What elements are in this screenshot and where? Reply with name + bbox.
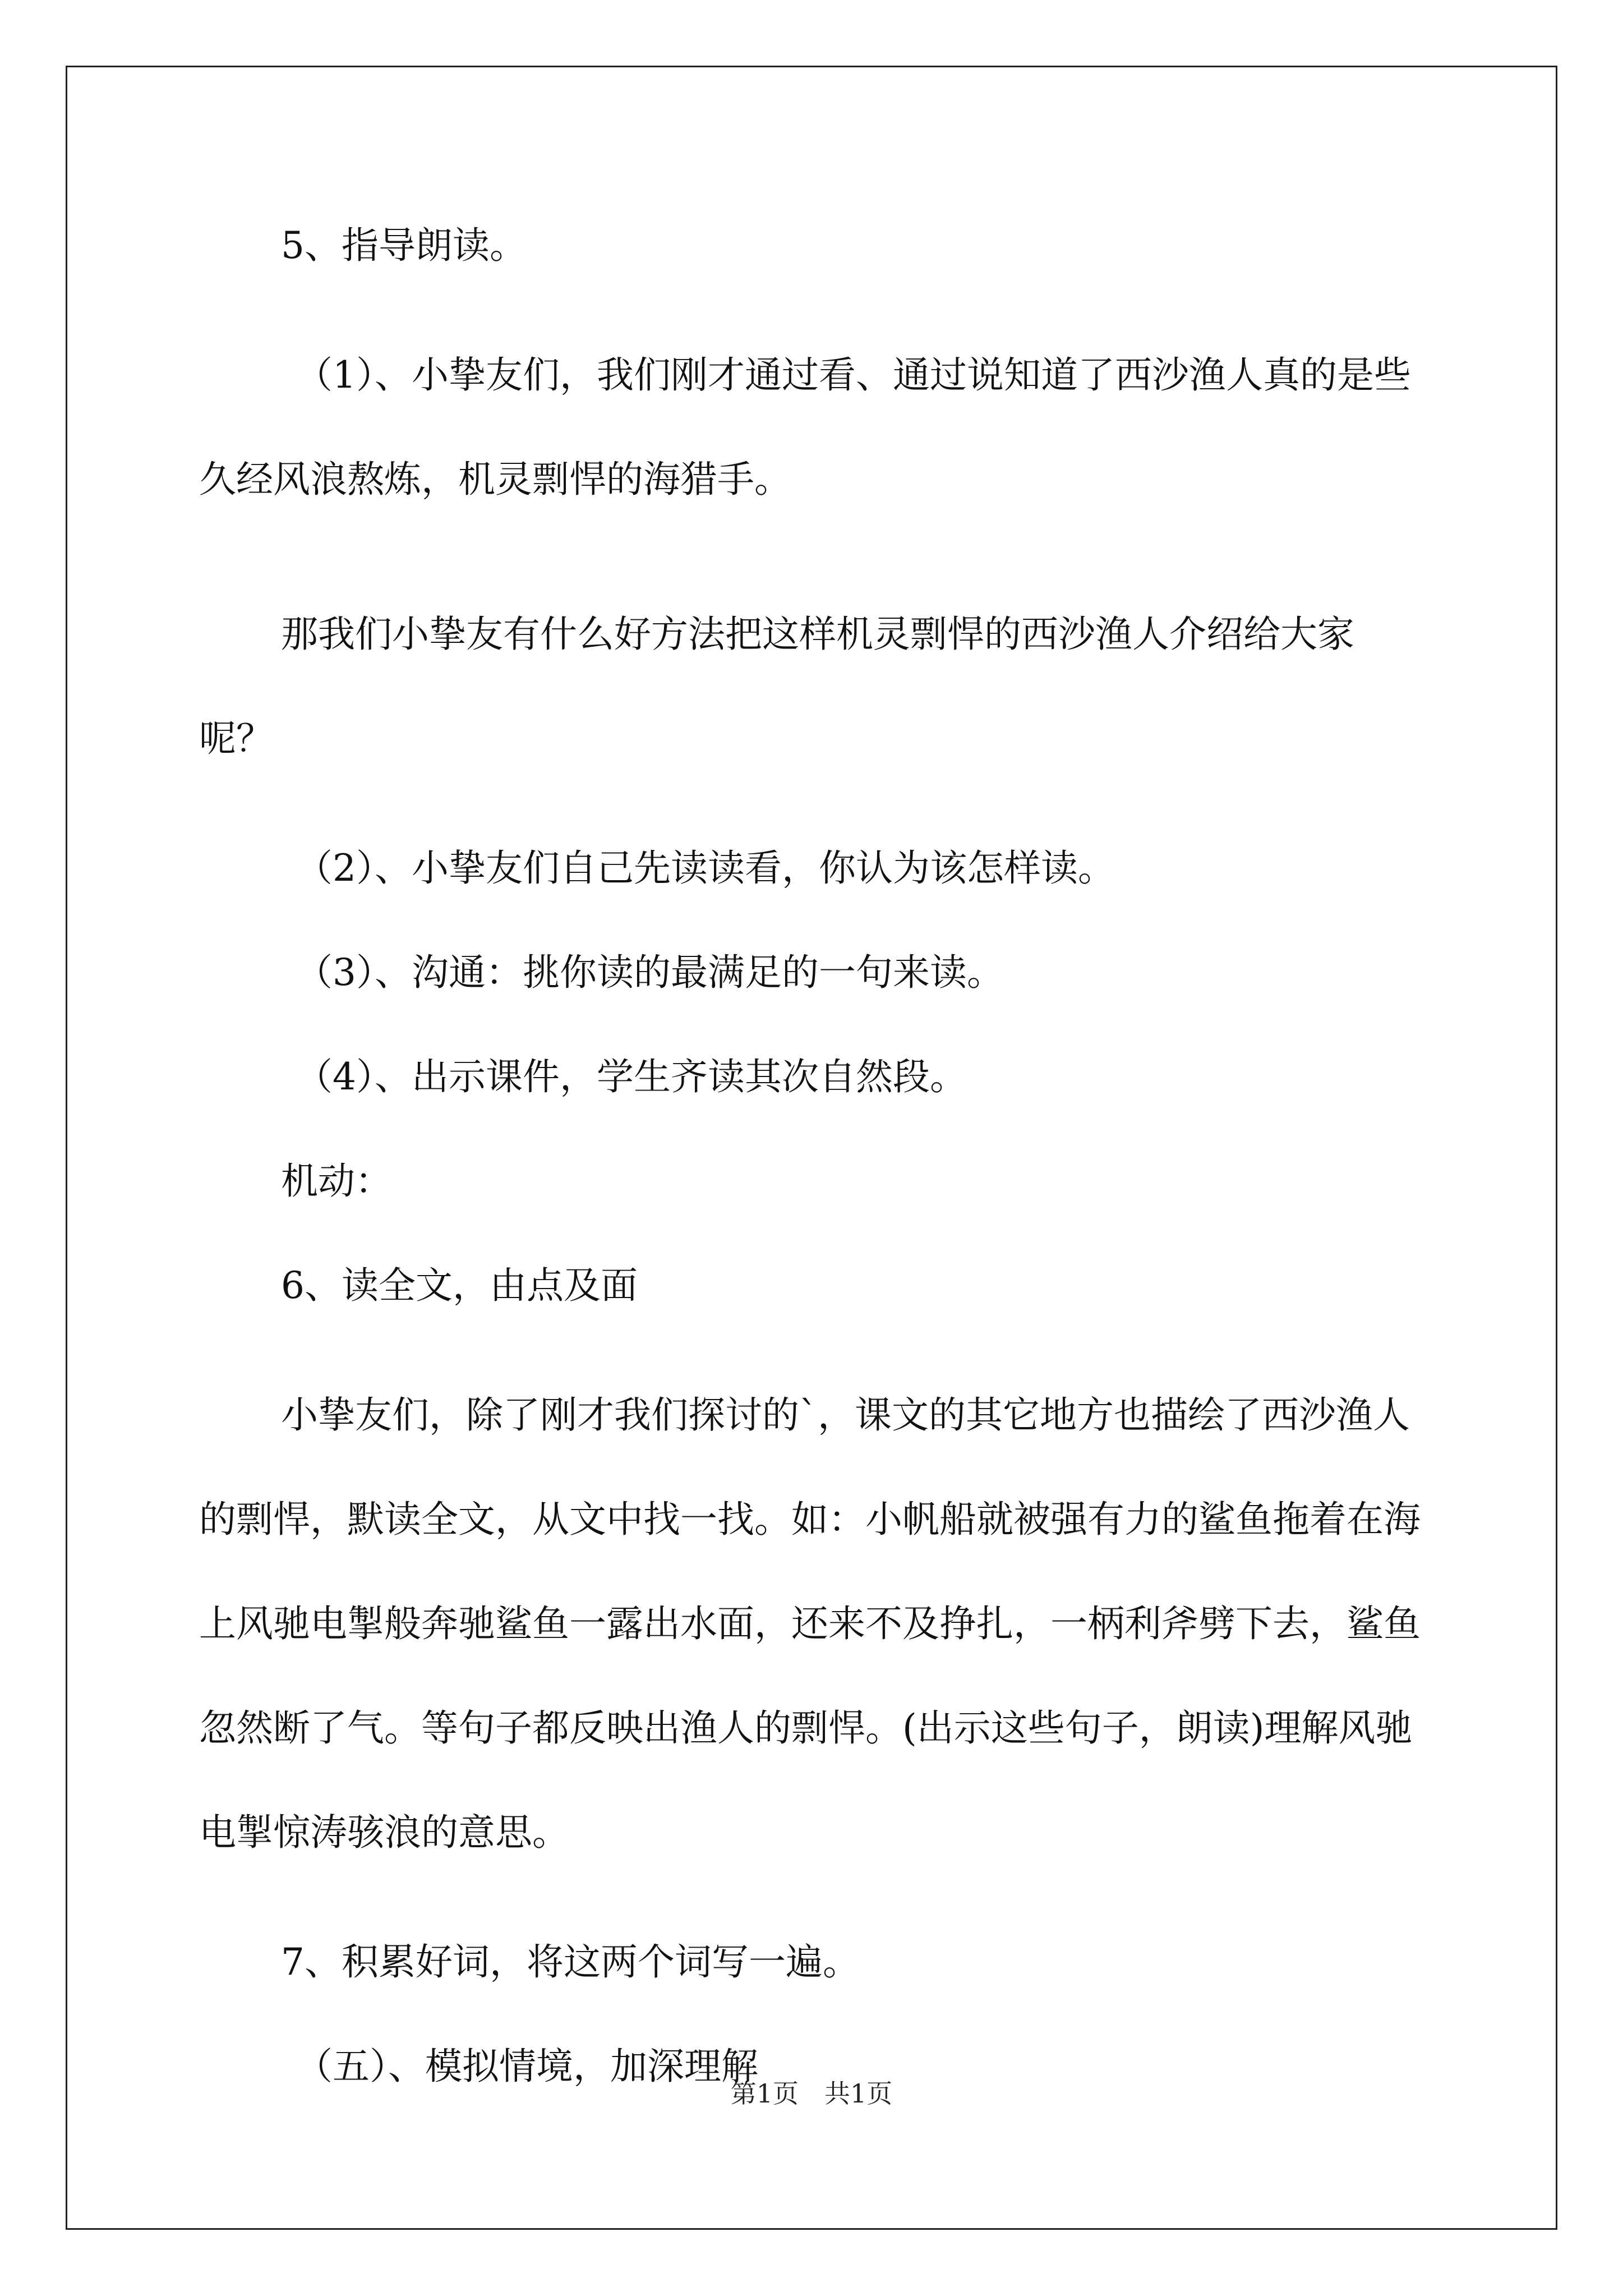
paragraph-1: 5、指导朗读。 [281, 224, 527, 267]
paragraph-4: （2）、小挚友们自己先读读看，你认为该怎样读。 [296, 846, 1115, 890]
paragraph-2: （1）、小挚友们，我们刚才通过看、通过说知道了西沙渔人真的是些久经风浪熬炼，机灵剽悍的海猎手。 [199, 353, 1411, 501]
paragraph-5: （3）、沟通：挑你读的最满足的一句来读。 [296, 951, 1004, 994]
paragraph-3: 那我们小挚友有什么好方法把这样机灵剽悍的西沙渔人介绍给大家呢？ [199, 613, 1354, 760]
paragraph-10: 7、积累好词，将这两个词写一遍。 [281, 1940, 860, 1984]
paragraph-7: 机动： [281, 1159, 392, 1203]
paragraph-11: （五）、模拟情境，加深理解 [296, 2045, 758, 2088]
document-body [199, 219, 1427, 2144]
paragraph-6: （4）、出示课件，学生齐读其次自然段。 [296, 1055, 967, 1098]
paragraph-9: 小挚友们，除了刚才我们探讨的`，课文的其它地方也描绘了西沙渔人的剽悍，默读全文，从文中找一找。如：小帆船就被强有力的鲨鱼拖着在海上风驰电掣般奔驰鲨鱼一露出水面，还来不及挣扎，一柄利斧劈下去，鲨鱼忽然断了气。等句子都反映出渔人的剽悍。(出示这些句子，朗读)理解风驰电掣惊涛骇浪的意思。 [199, 1393, 1421, 1854]
page-footer: 第1页 共1页 [730, 2078, 893, 2109]
paragraph-8: 6、读全文，由点及面 [281, 1264, 638, 1307]
